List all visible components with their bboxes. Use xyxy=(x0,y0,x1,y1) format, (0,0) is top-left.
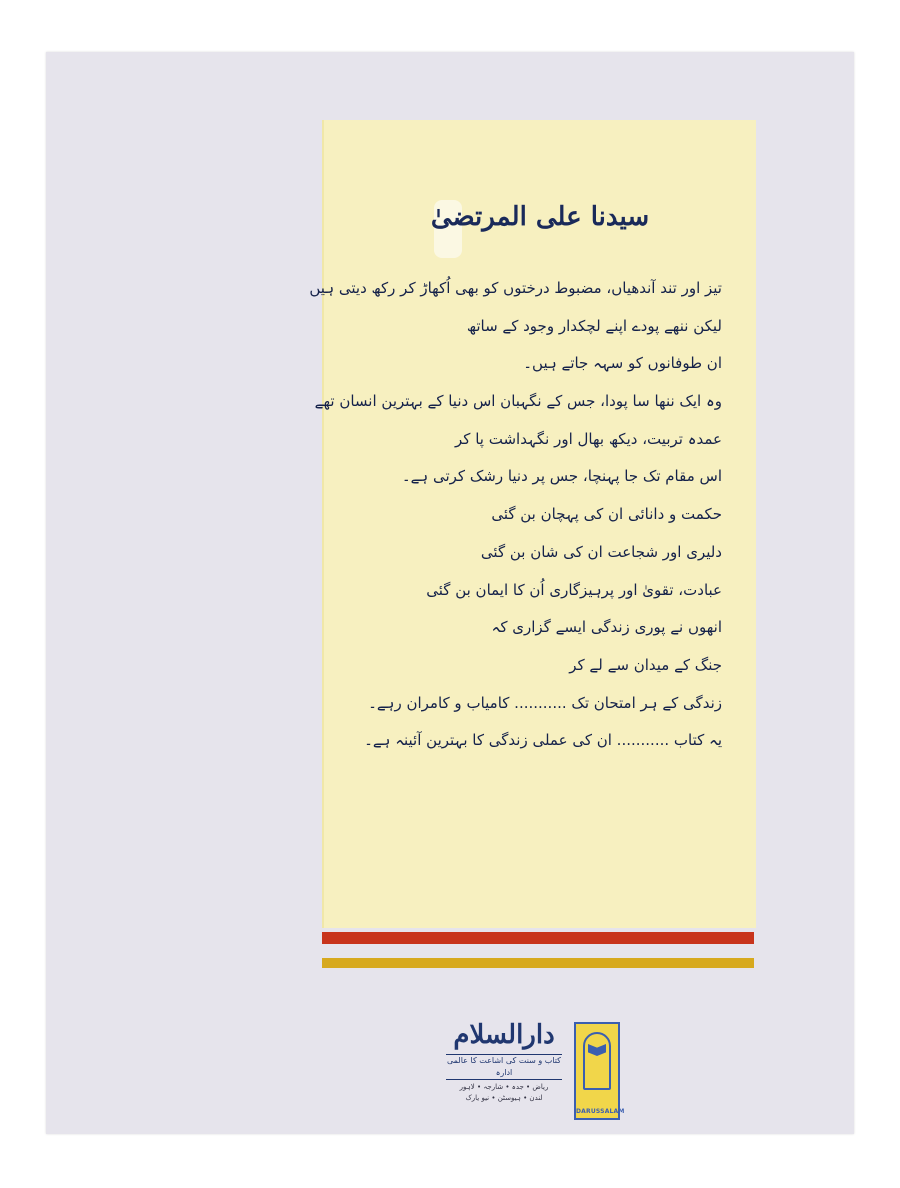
publisher-cities: ریاض • جدہ • شارجہ • لاہور xyxy=(459,1083,549,1091)
text-line: لیکن ننھے پودے اپنے لچکدار وجود کے ساتھ xyxy=(466,316,722,335)
publisher-cities: لندن • ہیوسٹن • نیو یارک xyxy=(465,1094,543,1102)
logo-label: DARUSSALAM xyxy=(576,1108,625,1115)
text-line: زندگی کے ہر امتحان تک ........... کامیاب و کامران رہے۔ xyxy=(368,693,722,712)
text-line: عبادت، تقویٰ اور پرہیزگاری اُن کا ایمان بن گئی xyxy=(426,580,722,599)
text-line: حکمت و دانائی ان کی پہچان بن گئی xyxy=(491,505,722,524)
text-line: ان طوفانوں کو سہہ جاتے ہیں۔ xyxy=(523,354,722,373)
panel-title: سیدنا علی المرتضیٰ xyxy=(430,202,650,232)
text-line: اس مقام تک جا پہنچا، جس پر دنیا رشک کرتی ہے۔ xyxy=(401,467,722,486)
darussalam-logo-icon xyxy=(574,1022,625,1120)
text-line: دلیری اور شجاعت ان کی شان بن گئی xyxy=(480,542,722,561)
yellow-stripe xyxy=(322,958,754,968)
text-line: یہ کتاب ........... ان کی عملی زندگی کا بہترین آئینہ ہے۔ xyxy=(364,731,722,750)
arch-icon xyxy=(583,1032,611,1090)
red-stripe xyxy=(322,932,754,944)
publisher-block xyxy=(446,1018,562,1114)
text-line: جنگ کے میدان سے لے کر xyxy=(569,655,722,674)
verse-lines xyxy=(309,270,722,760)
text-line: عمدہ تربیت، دیکھ بھال اور نگہداشت پا کر xyxy=(455,429,722,448)
text-line: انھوں نے پوری زندگی ایسے گزاری کہ xyxy=(491,618,722,637)
text-panel xyxy=(309,120,756,928)
text-line: تیز اور تند آندھیاں، مضبوط درختوں کو بھی اُکھاڑ کر رکھ دیتی ہیں xyxy=(309,279,722,297)
publisher-tagline: کتاب و سنت کی اشاعت کا عالمی ادارہ xyxy=(446,1054,562,1080)
text-line: وہ ایک ننھا سا پودا، جس کے نگہبان اس دنیا کے بہترین انسان تھے xyxy=(314,392,722,411)
publisher-name: دارالسلام xyxy=(453,1020,555,1050)
